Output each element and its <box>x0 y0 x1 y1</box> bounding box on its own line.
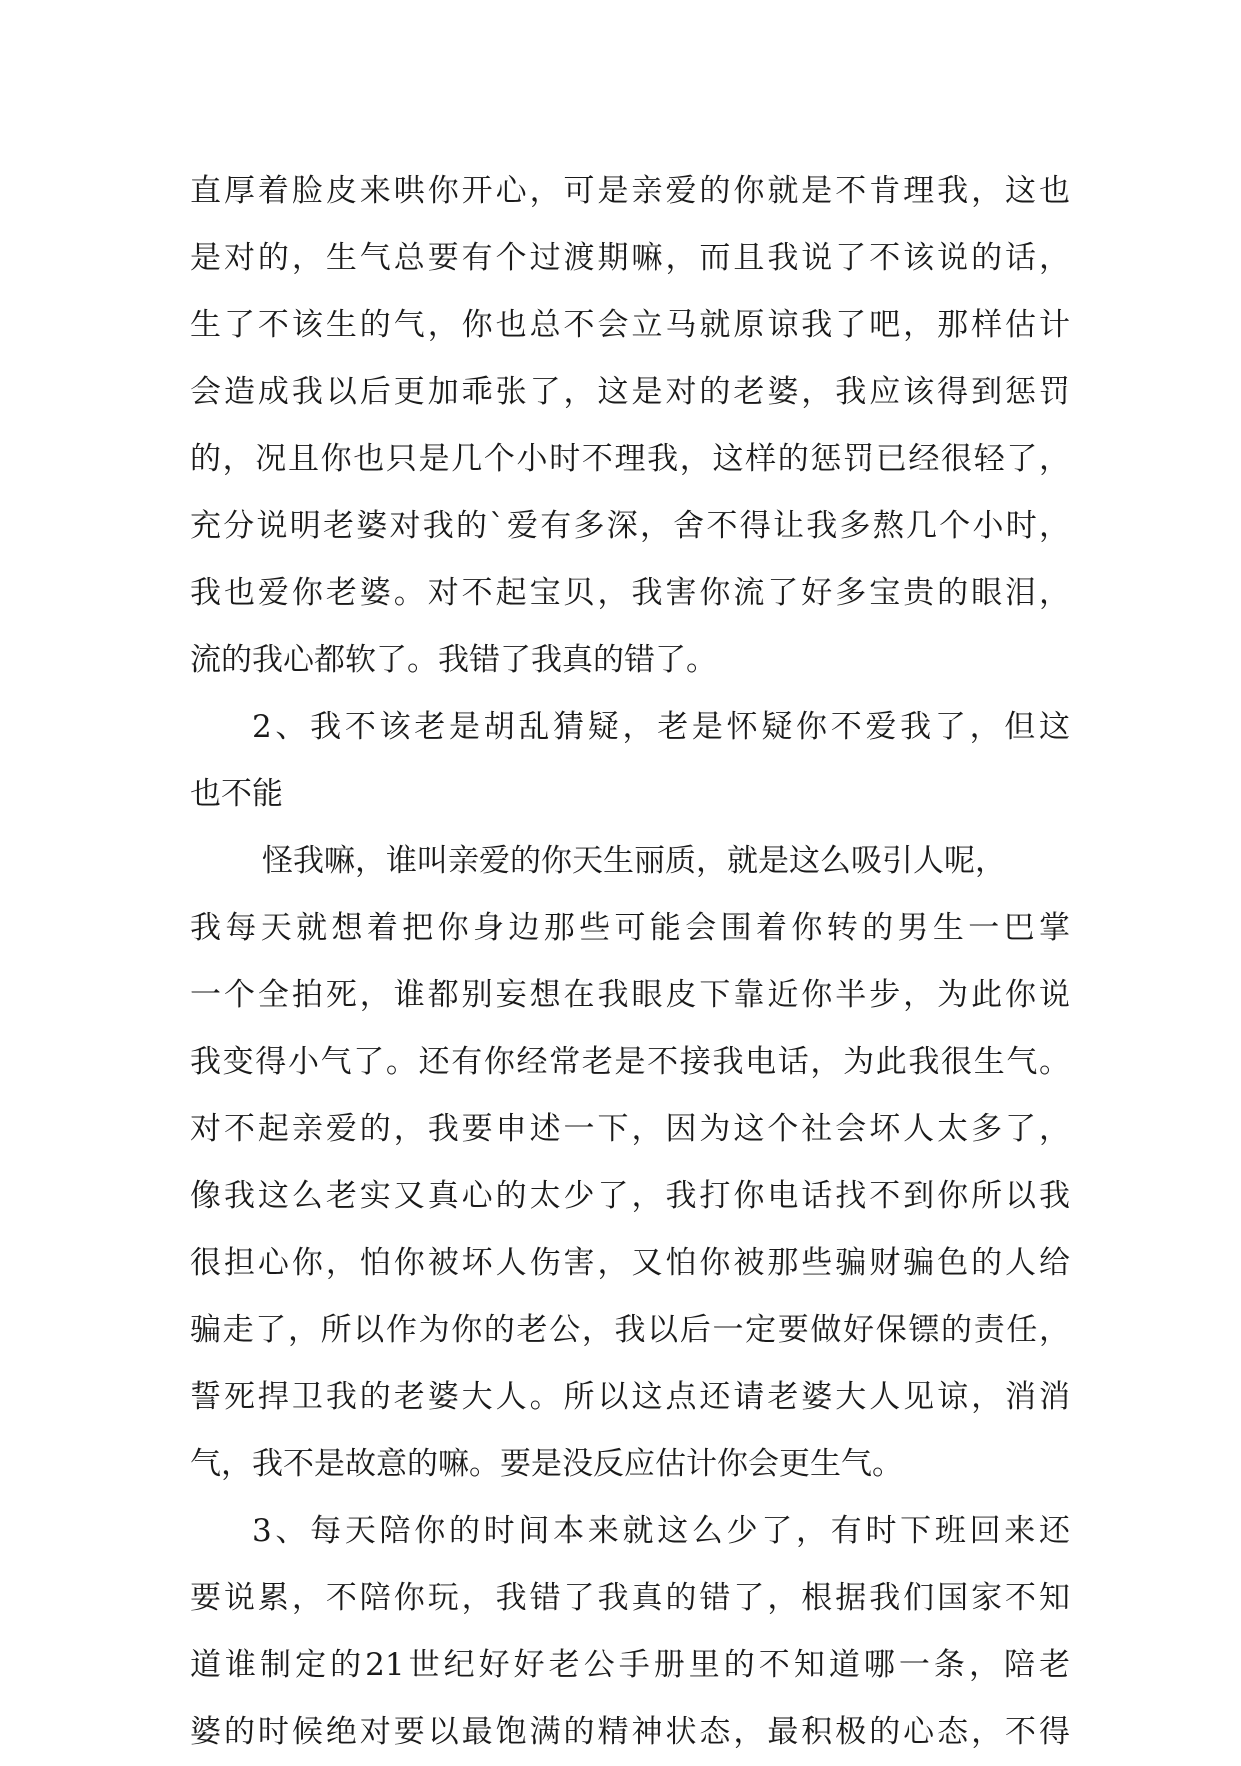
text-line: 我变得小气了。还有你经常老是不接我电话，为此我很生气。 <box>190 1044 1070 1080</box>
text-line: 我每天就想着把你身边那些可能会围着你转的男生一巴掌 <box>190 910 1070 946</box>
text-line: 会造成我以后更加乖张了，这是对的老婆，我应该得到惩罚 <box>190 374 1070 410</box>
text-line: 一个全拍死，谁都别妄想在我眼皮下靠近你半步，为此你说 <box>190 977 1070 1013</box>
text-line: 的，况且你也只是几个小时不理我，这样的惩罚已经很轻了， <box>190 441 1070 477</box>
text-line: 骗走了，所以作为你的老公，我以后一定要做好保镖的责任， <box>190 1312 1070 1348</box>
text-line: 对不起亲爱的，我要申述一下，因为这个社会坏人太多了， <box>190 1111 1070 1147</box>
paragraph-first-line: 怪我嘛，谁叫亲爱的你天生丽质，就是这么吸引人呢， <box>262 843 1006 879</box>
paragraph-2-first-line: 2、我不该老是胡乱猜疑，老是怀疑你不爱我了，但这 <box>252 709 1070 745</box>
text-line: 是对的，生气总要有个过渡期嘛，而且我说了不该说的话， <box>190 240 1070 276</box>
text-line: 婆的时候绝对要以最饱满的精神状态，最积极的心态，不得 <box>190 1714 1070 1750</box>
text-line: 充分说明老婆对我的`爱有多深，舍不得让我多熬几个小时， <box>190 508 1070 544</box>
text-line: 誓死捍卫我的老婆大人。所以这点还请老婆大人见谅，消消 <box>190 1379 1070 1415</box>
paragraph-3-first-line: 3、每天陪你的时间本来就这么少了，有时下班回来还 <box>252 1513 1070 1549</box>
text-line: 也不能 <box>190 776 283 812</box>
text-line: 生了不该生的气，你也总不会立马就原谅我了吧，那样估计 <box>190 307 1070 343</box>
text-line: 像我这么老实又真心的太少了，我打你电话找不到你所以我 <box>190 1178 1070 1214</box>
text-line: 直厚着脸皮来哄你开心，可是亲爱的你就是不肯理我，这也 <box>190 173 1070 209</box>
text-line: 要说累，不陪你玩，我错了我真的错了，根据我们国家不知 <box>190 1580 1070 1616</box>
text-line: 气，我不是故意的嘛。要是没反应估计你会更生气。 <box>190 1446 903 1482</box>
text-line: 很担心你，怕你被坏人伤害，又怕你被那些骗财骗色的人给 <box>190 1245 1070 1281</box>
text-line: 道谁制定的21世纪好好老公手册里的不知道哪一条，陪老 <box>190 1647 1070 1683</box>
text-line: 我也爱你老婆。对不起宝贝，我害你流了好多宝贵的眼泪， <box>190 575 1070 611</box>
body-text <box>190 158 1070 1766</box>
text-line: 流的我心都软了。我错了我真的错了。 <box>190 642 717 678</box>
